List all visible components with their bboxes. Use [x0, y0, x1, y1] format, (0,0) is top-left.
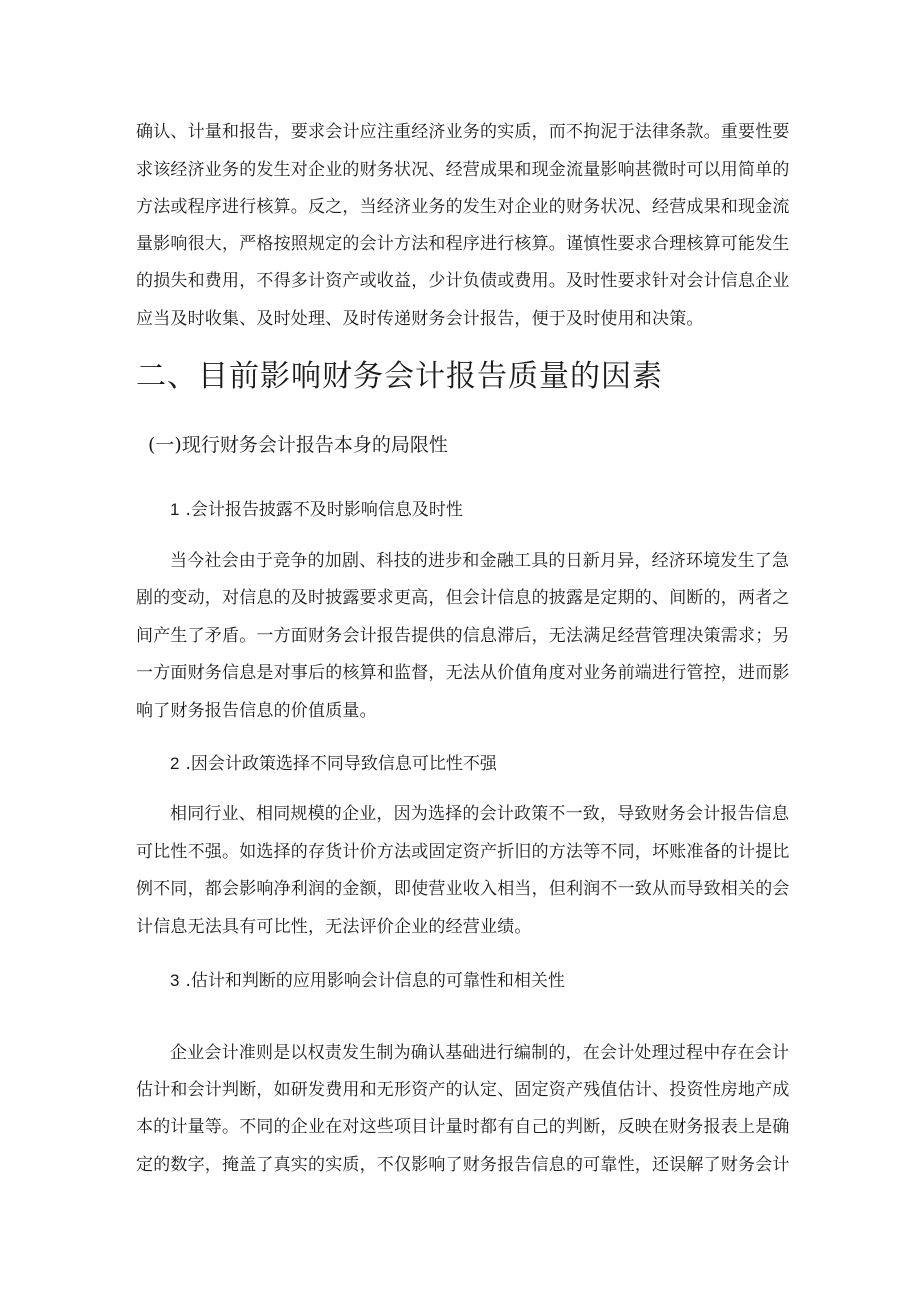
paragraph-line: 例不同，都会影响净利润的金额，即使营业收入相当，但利润不一致从而导致相关的会: [136, 879, 790, 899]
item-title: .会计报告披露不及时影响信息及时性: [185, 500, 463, 520]
paragraph-line: 计信息无法具有可比性，无法评价企业的经营业绩。: [136, 917, 532, 937]
item-number: 3: [170, 971, 180, 990]
paragraph-line: 应当及时收集、及时处理、及时传递财务会计报告，便于及时使用和决策。: [136, 309, 704, 329]
paragraph-line: 一方面财务信息是对事后的核算和监督，无法从价值角度对业务前端进行管控，进而影: [136, 663, 790, 683]
paragraph-line: 本的计量等。不同的企业在对这些项目计量时都有自己的判断，反映在财务报表上是确: [136, 1117, 790, 1137]
paragraph-line: 企业会计准则是以权责发生制为确认基础进行编制的，在会计处理过程中存在会计: [170, 1043, 790, 1063]
paragraph-line: 量影响很大，严格按照规定的会计方法和程序进行核算。谨慎性要求合理核算可能发生: [136, 234, 790, 254]
paragraph-line: 可比性不强。如选择的存货计价方法或固定资产折旧的方法等不同，坏账准备的计提比: [136, 842, 790, 862]
paragraph-line: 求该经济业务的发生对企业的财务状况、经营成果和现金流量影响甚微时可以用简单的: [136, 160, 790, 180]
item-heading: [170, 498, 463, 522]
paragraph-line: 估计和会计判断，如研发费用和无形资产的认定、固定资产残值估计、投资性房地产成: [136, 1080, 790, 1100]
item-number: 2: [170, 754, 180, 773]
section-heading: 二、目前影响财务会计报告质量的因素: [136, 359, 663, 394]
paragraph-line: 响了财务报告信息的价值质量。: [136, 701, 377, 721]
paragraph-line: 定的数字，掩盖了真实的实质，不仅影响了财务报告信息的可靠性，还误解了财务会计: [136, 1155, 790, 1175]
item-title: .因会计政策选择不同导致信息可比性不强: [185, 754, 497, 774]
paragraph-line: 相同行业、相同规模的企业，因为选择的会计政策不一致，导致财务会计报告信息: [170, 804, 790, 824]
item-heading: [170, 969, 565, 993]
paragraph-line: 的损失和费用，不得多计资产或收益，少计负债或费用。及时性要求针对会计信息企业: [136, 271, 790, 291]
paragraph-line: 剧的变动，对信息的及时披露要求更高，但会计信息的披露是定期的、间断的，两者之: [136, 588, 790, 608]
item-number: 1: [170, 500, 180, 519]
item-title: .估计和判断的应用影响会计信息的可靠性和相关性: [185, 971, 565, 991]
paragraph-line: 确认、计量和报告，要求会计应注重经济业务的实质，而不拘泥于法律条款。重要性要: [136, 122, 790, 142]
paragraph-line: 方法或程序进行核算。反之，当经济业务的发生对企业的财务状况、经营成果和现金流: [136, 197, 790, 217]
item-heading: [170, 752, 497, 776]
paragraph-line: 间产生了矛盾。一方面财务会计报告提供的信息滞后，无法满足经营管理决策需求；另: [136, 626, 790, 646]
paragraph-line: 当今社会由于竞争的加剧、科技的进步和金融工具的日新月异，经济环境发生了急: [170, 551, 790, 571]
subsection-heading: (一)现行财务会计报告本身的局限性: [148, 434, 448, 456]
